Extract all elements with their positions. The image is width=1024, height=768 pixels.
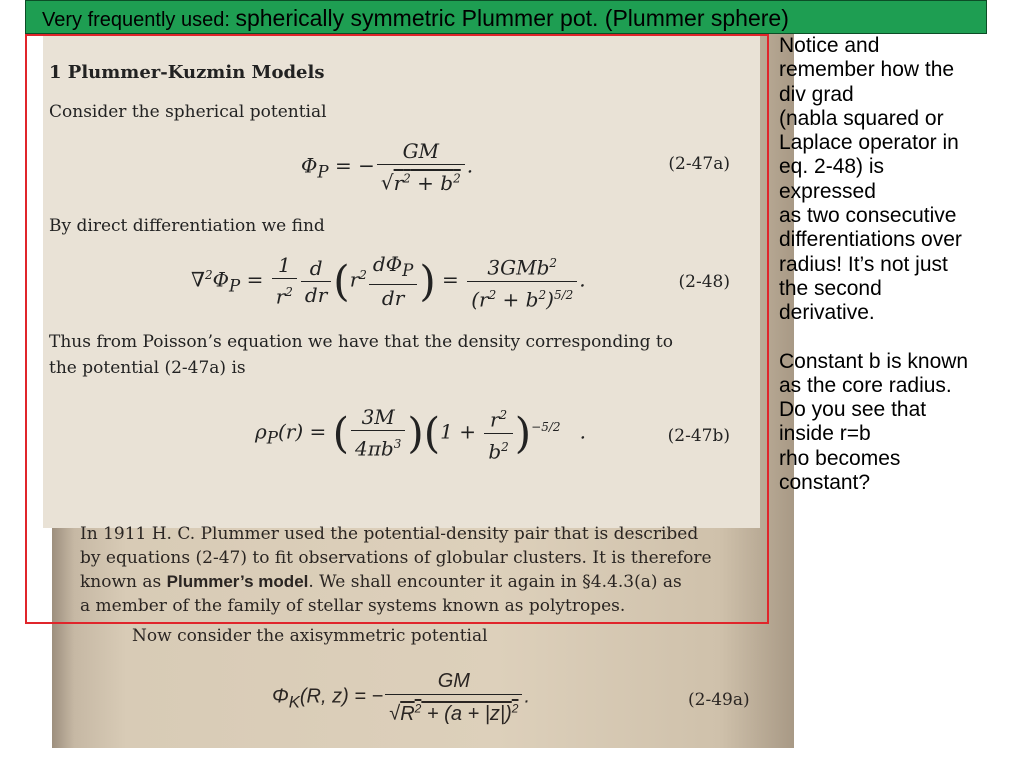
- highlight-frame: [25, 34, 769, 624]
- equation-label: (2-49a): [688, 690, 750, 710]
- plummer-model-term: Plummer’s model: [166, 572, 309, 591]
- note-line: div grad: [779, 82, 854, 106]
- equation-label: (2-48): [678, 272, 730, 292]
- note-line: as two consecutive: [779, 204, 957, 228]
- note-line: as the core radius.: [779, 373, 952, 397]
- note-line: (nabla squared or: [779, 106, 944, 130]
- title-banner: [25, 0, 987, 34]
- notes-block-core-radius: [779, 350, 1019, 496]
- title-main: spherically symmetric Plummer pot. (Plummer sphere): [235, 5, 789, 31]
- notes-spacer: [779, 326, 1019, 350]
- title-lead: Very frequently used:: [42, 9, 236, 31]
- equation-label: (2-47b): [667, 426, 730, 446]
- equation-2-48: $\nabla^2\Phi_P$ = $\frac{1}{r^2}$ $\frac{d}{dr}$ ($r^2$ $\frac{d\Phi_P}{dr}$ ) = $\frac{3GMb^2}{(r^2 + b^2)^{5/2}}$ .: [191, 250, 586, 312]
- note-line: eq. 2-48) is: [779, 155, 885, 179]
- differentiation-paragraph: By direct differentiation we find: [49, 216, 325, 236]
- book-line-3-start: known as: [80, 572, 167, 592]
- note-line: Do you see that: [779, 398, 927, 422]
- book-line-4: a member of the family of stellar systems known as polytropes.: [80, 596, 626, 616]
- note-line: remember how the: [779, 58, 955, 82]
- book-line-1: In 1911 H. C. Plummer used the potential-density pair that is described: [80, 524, 699, 544]
- equation-label: (2-47a): [668, 154, 730, 174]
- book-line-2: by equations (2-47) to fit observations of globular clusters. It is therefore: [80, 548, 712, 568]
- note-line: Notice and: [779, 34, 880, 57]
- note-line: the second: [779, 276, 882, 300]
- equation-2-47a: $\Phi_P$ = − $\frac{GM}{√r^2 + b^2}$ .: [301, 139, 474, 195]
- note-line: rho becomes: [779, 446, 901, 470]
- equation-2-49a: $\Phi_K(R$, z) = − $\frac{GM}{√R^2 + (a + |z|)^2}$ .: [272, 670, 531, 725]
- note-line: radius! It’s not just: [779, 252, 948, 276]
- note-line: inside r=b: [779, 422, 871, 446]
- note-line: Laplace operator in: [779, 131, 959, 155]
- note-line: constant?: [779, 471, 871, 495]
- section-heading: 1 Plummer-Kuzmin Models: [49, 62, 325, 83]
- note-line: expressed: [779, 179, 876, 203]
- note-line: differentiations over: [779, 228, 962, 252]
- notes-block-laplacian: [779, 34, 1019, 326]
- poisson-paragraph-line1: Thus from Poisson’s equation we have that the density corresponding to: [49, 332, 673, 352]
- equation-2-47b: $\rho_P(r)$ = ( $\frac{3M}{4\pi b^3}$ )(1 + $\frac{r^2}{b^2}$ )$^{-5/2}$ .: [255, 402, 586, 464]
- book-line-5: Now consider the axisymmetric potential: [132, 626, 488, 646]
- intro-paragraph: Consider the spherical potential: [49, 102, 327, 122]
- note-line: derivative.: [779, 301, 875, 325]
- book-line-3-end: . We shall encounter it again in §4.4.3(a) as: [308, 572, 682, 592]
- poisson-paragraph-line2: the potential (2-47a) is: [49, 358, 246, 378]
- note-line: Constant b is known: [779, 349, 969, 373]
- side-notes: [779, 34, 1019, 495]
